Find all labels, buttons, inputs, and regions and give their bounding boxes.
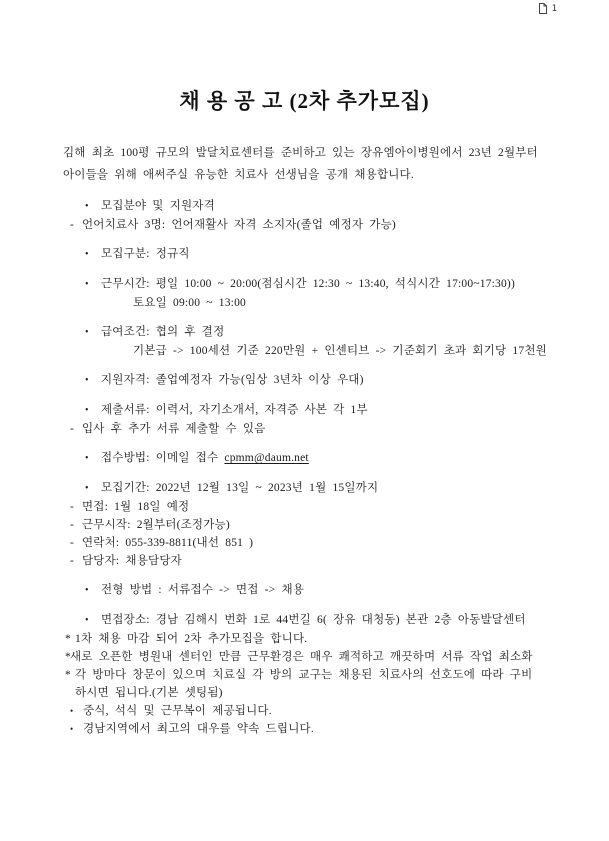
document-line <box>63 534 547 552</box>
document-line <box>63 648 547 666</box>
document-line <box>63 552 547 570</box>
document-line <box>63 666 547 684</box>
intro-paragraph <box>63 142 547 186</box>
document-content <box>63 142 547 738</box>
document-line <box>63 401 547 420</box>
line-text: 모집구분: 정규직 <box>101 248 190 260</box>
line-text: 경남지역에서 최고의 대우를 약속 드립니다. <box>83 723 314 735</box>
page-number: 1 <box>551 3 557 14</box>
star-marker: * <box>65 651 71 663</box>
dash-marker: - <box>70 423 75 435</box>
intro-line: 김해 최초 100평 규모의 발달치료센터를 준비하고 있는 장유엠아이병원에서 23년 2월부터 <box>63 147 538 159</box>
bullet-marker: • <box>70 724 74 734</box>
document-title: 채 용 공 고 (2차 추가모집) <box>179 89 430 113</box>
intro-line: 아이들을 위해 애써주실 유능한 치료사 선생님을 공개 채용합니다. <box>63 169 414 181</box>
dash-marker: - <box>70 501 75 513</box>
line-text: 각 방마다 창문이 있으며 치료실 각 방의 교구는 채용된 치료사의 선호도에 따라 구비 <box>75 669 533 681</box>
bullet-marker: • <box>85 615 89 626</box>
document-line <box>63 245 547 264</box>
bullet-marker: • <box>85 201 89 212</box>
line-text: 면접: 1월 18일 예정 <box>82 501 190 513</box>
bullet-marker: • <box>85 249 89 260</box>
document-line <box>63 516 547 534</box>
document-line <box>63 684 547 702</box>
dash-marker: - <box>70 555 75 567</box>
line-text: 1차 채용 마감 되어 2차 추가모집을 합니다. <box>75 633 308 645</box>
line-text: 면접장소: 경남 김해시 번화 1로 44번길 6( 장유 대청동) 본관 2층 아동발달센터 <box>101 614 526 626</box>
bullet-marker: • <box>85 405 89 416</box>
bullet-marker: • <box>85 279 89 290</box>
line-text: 입사 후 추가 서류 제출할 수 있음 <box>82 423 266 435</box>
line-text: 중식, 석식 및 근무복이 제공됩니다. <box>83 705 272 717</box>
bullet-marker: • <box>85 483 89 494</box>
document-line <box>63 702 547 720</box>
document-line <box>63 630 547 648</box>
line-text: 새로 오픈한 병원내 센터인 만큼 근무환경은 매우 쾌적하고 깨끗하며 서류 작업 최소화 <box>70 651 533 663</box>
bullet-marker: • <box>85 585 89 596</box>
bullet-marker: • <box>85 453 89 464</box>
line-text: 언어치료사 3명: 언어재활사 자격 소지자(졸업 예정자 가능) <box>82 219 396 231</box>
page-icon <box>539 3 547 14</box>
line-text: 모집분야 및 지원자격 <box>101 200 215 212</box>
line-text: 급여조건: 협의 후 결정 <box>101 326 225 338</box>
star-marker: * <box>65 633 71 645</box>
document-line <box>63 581 547 600</box>
document-line <box>63 371 547 390</box>
line-text: 근무시간: 평일 10:00 ~ 20:00(점심시간 12:30 ~ 13:40, 석식시간 17:00~17:30)) <box>101 278 515 290</box>
email-link[interactable]: cpmm@daum.net <box>224 452 309 464</box>
line-text: 접수방법: 이메일 접수 <box>101 452 225 464</box>
line-text: 지원자격: 졸업예정자 가능(임상 3년차 이상 우대) <box>101 374 364 386</box>
line-text: 근무시작: 2월부터(조정가능) <box>82 519 230 531</box>
document-lines <box>63 197 547 738</box>
line-text: 전형 방법 : 서류접수 -> 면접 -> 채용 <box>101 584 305 596</box>
document-line <box>63 216 547 234</box>
line-text: 연락처: 055-339-8811(내선 851 ) <box>82 537 254 549</box>
line-text: 담당자: 채용담당자 <box>82 555 182 567</box>
document-line <box>63 342 547 360</box>
line-text: 기본급 -> 100세션 기준 220만원 + 인센티브 -> 기준회기 초과 회기당 17천원 <box>133 345 547 357</box>
star-marker: * <box>65 669 71 681</box>
dash-marker: - <box>70 537 75 549</box>
document-line <box>63 479 547 498</box>
dash-marker: - <box>70 519 75 531</box>
dash-marker: - <box>70 219 75 231</box>
document-line <box>63 275 547 294</box>
line-text: 제출서류: 이력서, 자기소개서, 자격증 사본 각 1부 <box>101 404 368 416</box>
bullet-marker: • <box>70 706 74 716</box>
line-text: 모집기간: 2022년 12월 13일 ~ 2023년 1월 15일까지 <box>101 482 379 494</box>
bullet-marker: • <box>85 327 89 338</box>
page-indicator <box>539 3 557 14</box>
document-line <box>63 420 547 438</box>
line-text: 하시면 됩니다.(기본 셋팅됨) <box>75 687 223 699</box>
line-text: 토요일 09:00 ~ 13:00 <box>133 297 246 309</box>
document-line <box>63 197 547 216</box>
document-line <box>63 449 547 468</box>
document-line <box>63 323 547 342</box>
document-line <box>63 611 547 630</box>
document-line <box>63 294 547 312</box>
bullet-marker: • <box>85 375 89 386</box>
document-line <box>63 498 547 516</box>
document-line <box>63 720 547 738</box>
